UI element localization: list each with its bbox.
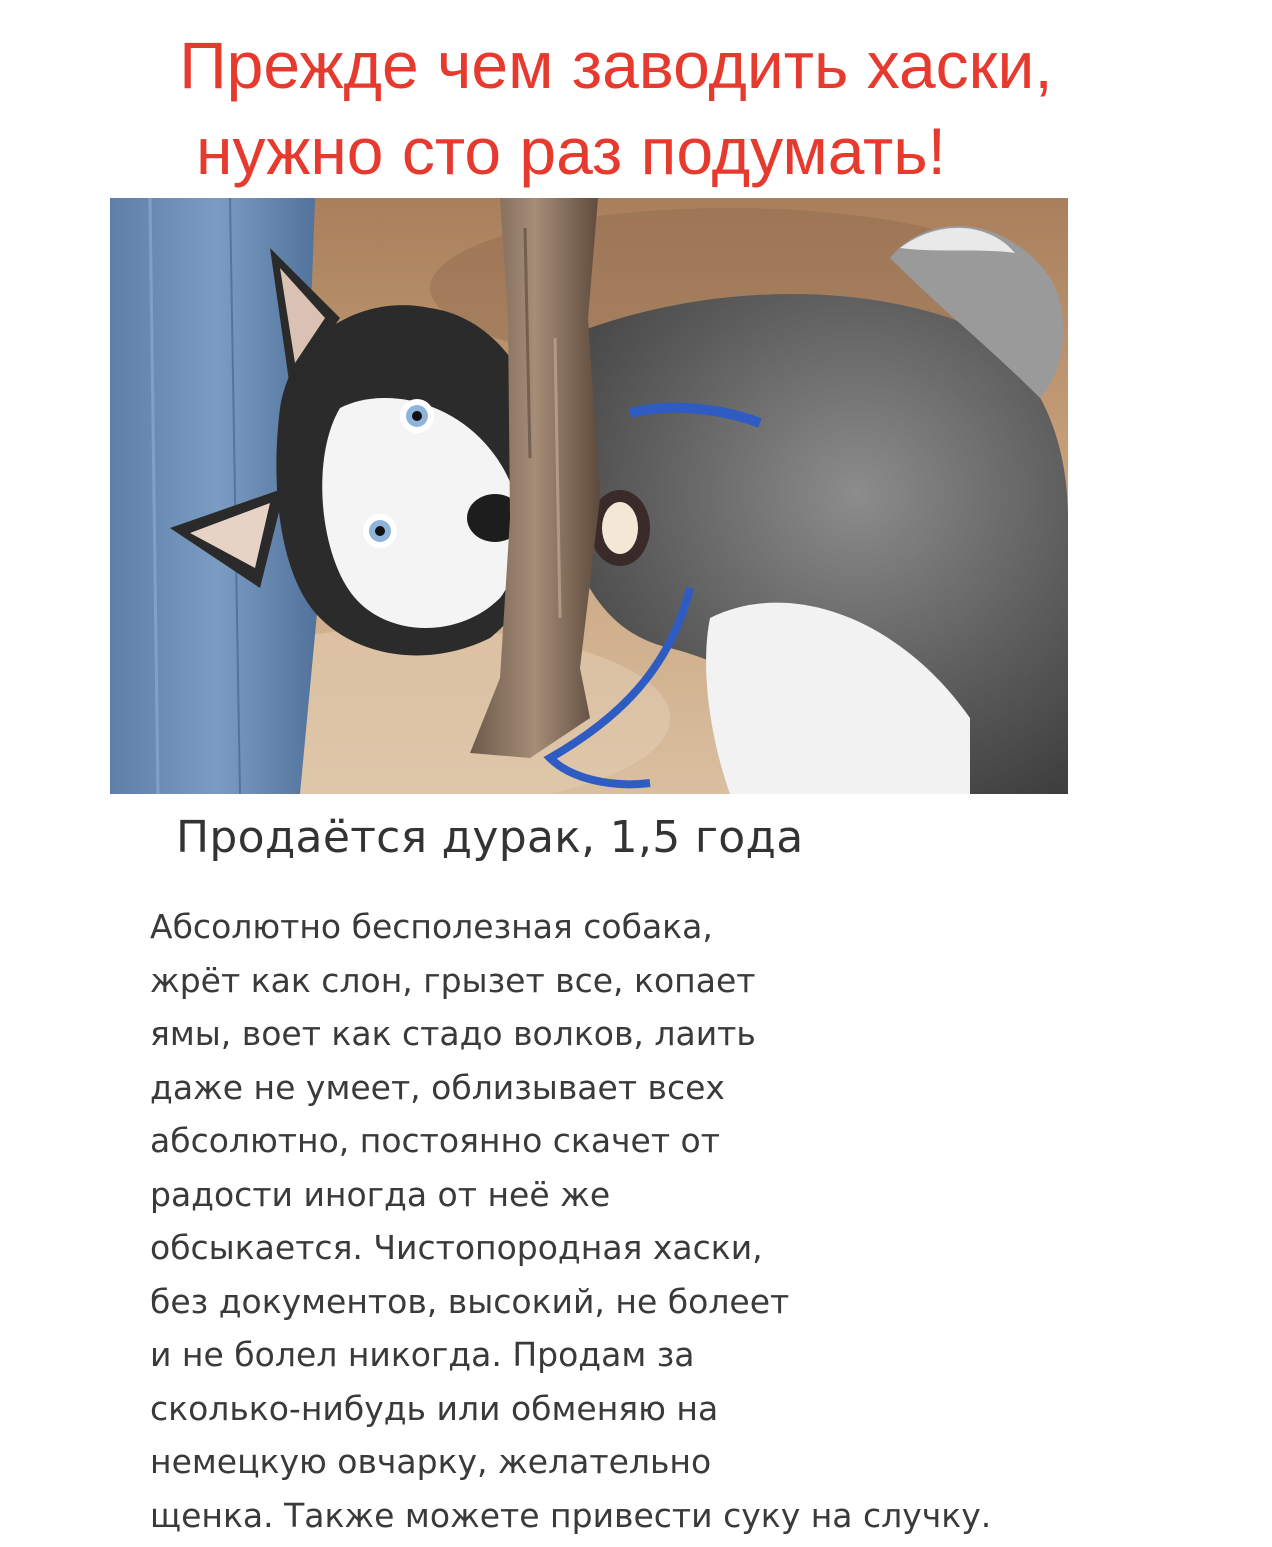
body-line: обсыкается. Чистопородная хаски, <box>150 1228 763 1267</box>
headline-line-2: нужно сто раз подумать! <box>196 114 946 188</box>
headline-line-1: Прежде чем заводить хаски, <box>179 28 1053 102</box>
body-line: щенка. Также можете привести суку на случку. <box>150 1495 992 1535</box>
husky-photo <box>110 198 1068 794</box>
body-line: даже не умеет, облизывает всех <box>150 1067 725 1107</box>
body-line: и не болел никогда. Продам за <box>150 1335 695 1374</box>
ad-body-text <box>150 900 1210 1542</box>
body-line: Абсолютно бесполезная собака, <box>150 907 713 946</box>
body-line: немецкую овчарку, желательно <box>150 1442 712 1481</box>
body-line: радости иногда от неё же <box>150 1174 611 1214</box>
body-line: сколько-нибудь или обменяю на <box>150 1388 719 1428</box>
subtitle: Продаётся дурак, 1,5 года <box>176 812 804 863</box>
husky-photo-illustration <box>110 198 1068 794</box>
body-line: ямы, воет как стадо волков, лаить <box>150 1014 756 1053</box>
headline <box>0 22 1272 194</box>
body-line: абсолютно, постоянно скачет от <box>150 1121 720 1160</box>
body-line: без документов, высокий, не болеет <box>150 1281 790 1321</box>
body-line: жрёт как слон, грызет все, копает <box>150 960 756 1000</box>
